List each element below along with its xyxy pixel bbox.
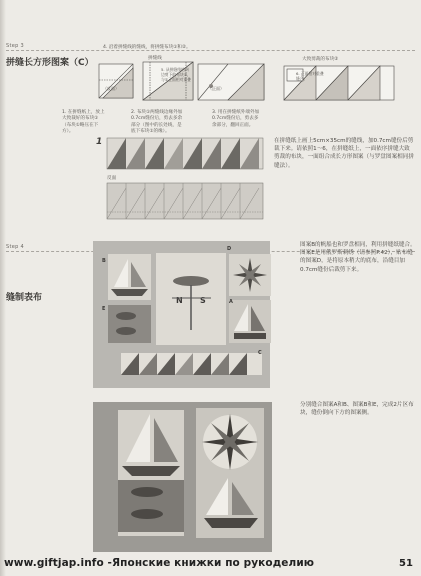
reverse-side-label: （反面） xyxy=(103,86,119,91)
footer-watermark: www.giftjap.info -Японские книжки по рукоделию xyxy=(4,557,315,569)
photo-tag-b: B xyxy=(102,258,106,264)
step4-title: 缝制表布 xyxy=(6,293,43,303)
paragraph-2: 图案B的帆船也和罗盘相同，利用拼缝纸缝合。图案E是用俄罗斯刺绣（请参照P.42），贴布缝的图案D，是将原本稍大的底布，沿缝目加0.7cm缝份后裁剪下来。 xyxy=(300,242,416,273)
svg-text:S: S xyxy=(200,296,206,305)
seam-line-label: 拼缝线 xyxy=(148,56,162,61)
front-side-label: （正面） xyxy=(208,86,224,91)
paragraph-3: 分别缝合图案A和B、图案B和E，完成2片区布块，缝份倒向下方的图案侧。 xyxy=(300,402,414,417)
page-number: 51 xyxy=(399,558,413,569)
note-3: 3. 用在拼缝纸外端外加0.7cm缝份后，剪去多余部分，翻回正面。 xyxy=(212,110,260,128)
diagram-instruction-top: 4. 沿着拼缝线的缝线，将拼缝布块①和②。 xyxy=(103,45,191,50)
paragraph-1: 在拼缝纸上画上5cm×35cm的缝线，加0.7cm缝份后剪裁下来。请依照1～6，在拼缝纸上，一面依序拼缝大致剪裁的布块，一面组合成长方形图案（与罗盘图案相同拼缝法）。 xyxy=(274,138,414,169)
back-label: 反面 xyxy=(107,176,117,181)
photo-tag-e: E xyxy=(102,306,106,312)
diagram-note-right: 6. 正面相对重叠缝合。 xyxy=(296,71,324,81)
photo-tag-d: D xyxy=(227,246,232,252)
step3-label: Step 3 xyxy=(6,43,24,49)
diagram-cut-label: 大致剪裁的布块② xyxy=(302,57,339,62)
figure1-number: 1 xyxy=(96,137,103,147)
note-1: 1. 在拼缝纸上，放上大致裁好的布块①（布块①略压在下方）。 xyxy=(62,110,105,135)
photo-tag-a: A xyxy=(229,299,233,305)
step3-title: 拼缝长方形图案（C） xyxy=(6,58,94,68)
photo-tag-c: C xyxy=(258,350,262,356)
svg-text:N: N xyxy=(176,296,183,305)
step4-label: Step 4 xyxy=(6,244,24,250)
fold-label: 5. 从拼缝线的四边剪下的布块②，与①正面相对重叠 xyxy=(161,67,191,82)
note-2: 2. 布块①两缝线边缘外加0.7cm缝份后，剪去多余部分（图中的长处线，是底下布块①的缘）。 xyxy=(131,110,183,135)
